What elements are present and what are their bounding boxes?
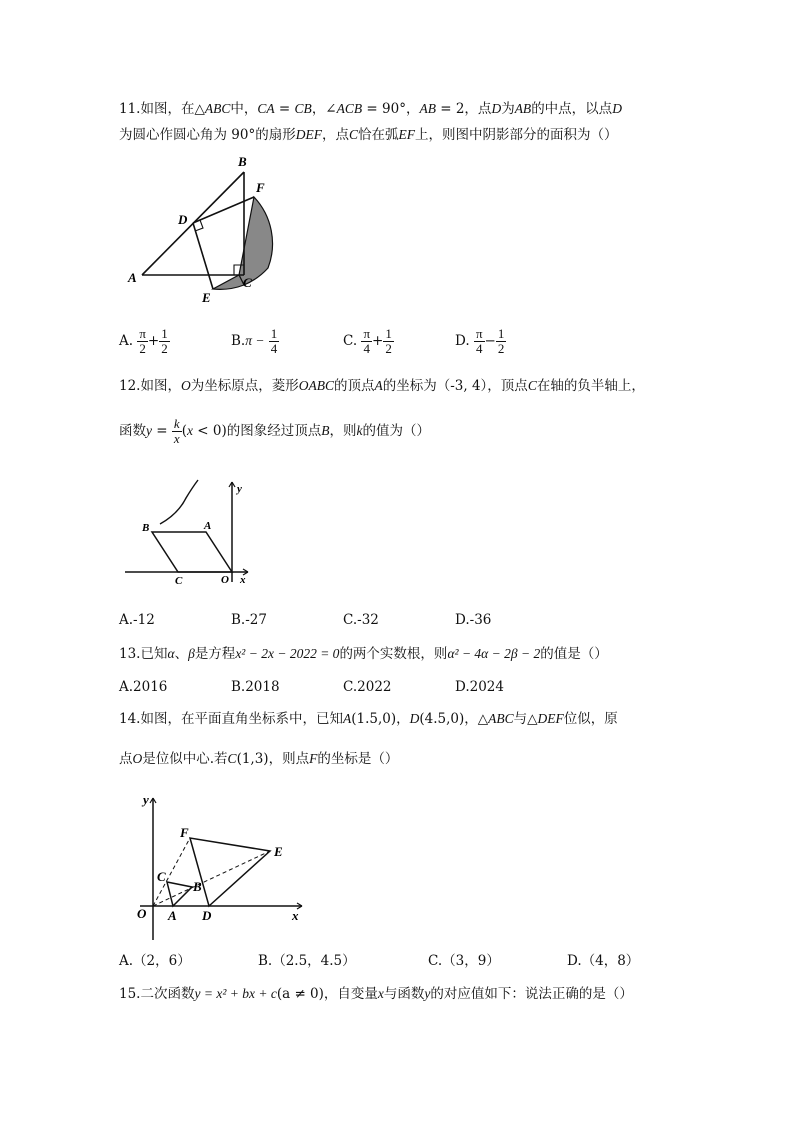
q11-option-c[interactable]: C. $\frac{\pi}{4}$ + $\frac{1}{2}$ bbox=[343, 326, 392, 356]
q12-option-b[interactable]: B.-27 bbox=[231, 612, 267, 628]
q12-option-d[interactable]: D.-36 bbox=[455, 612, 492, 628]
svg-text:x: x bbox=[292, 908, 299, 923]
q14-line1: 14.如图，在平面直角坐标系中，已知A(1.5,0)，D(4.5,0)，△ABC与△DEF位似，原 bbox=[119, 711, 618, 727]
q14-option-b[interactable]: B.（2.5，4.5） bbox=[258, 953, 356, 969]
q12-line2: 函数y = $\frac{k}{x}$ (x < 0)的图象经过顶点B，则k的值为（） bbox=[119, 416, 430, 446]
q15-line: 15.二次函数y = x² + bx + c(a ≠ 0)，自变量x与函数y的对应值如下：说法正确的是（） bbox=[119, 986, 633, 1002]
q11-option-d[interactable]: D. $\frac{\pi}{4}$ − $\frac{1}{2}$ bbox=[455, 326, 505, 356]
q11-line2: 为圆心作圆心角为 90°的扇形DEF，点C恰在弧EF上，则图中阴影部分的面积为（） bbox=[119, 127, 618, 143]
svg-text:F: F bbox=[180, 825, 189, 840]
svg-text:A: A bbox=[204, 520, 212, 532]
svg-text:C: C bbox=[243, 275, 252, 290]
svg-text:D: D bbox=[178, 212, 188, 227]
svg-text:D: D bbox=[202, 908, 212, 923]
q13-option-a[interactable]: A.2016 bbox=[119, 679, 168, 695]
q13-option-b[interactable]: B.2018 bbox=[231, 679, 280, 695]
q14-line2: 点O是位似中心.若C(1,3)，则点F的坐标是（） bbox=[119, 751, 399, 767]
q13-line: 13.已知α、β是方程x² − 2x − 2022 = 0的两个实数根，则α² − 4α − 2β − 2的值是（） bbox=[119, 646, 608, 662]
q12-figure bbox=[120, 470, 260, 594]
svg-text:E: E bbox=[274, 844, 283, 859]
svg-text:F: F bbox=[256, 180, 265, 195]
svg-text:A: A bbox=[168, 908, 177, 923]
svg-text:y: y bbox=[237, 483, 242, 495]
q11-option-b[interactable]: B.π − $\frac{1}{4}$ bbox=[231, 326, 278, 356]
svg-text:O: O bbox=[137, 906, 147, 921]
svg-text:C: C bbox=[157, 869, 166, 884]
q13-option-c[interactable]: C.2022 bbox=[343, 679, 392, 695]
q12-option-c[interactable]: C.-32 bbox=[343, 612, 379, 628]
svg-text:B: B bbox=[193, 879, 202, 894]
q12-line1: 12.如图，O为坐标原点，菱形OABC的顶点A的坐标为（-3, 4），顶点C在轴的负半轴上， bbox=[119, 378, 645, 394]
q14-option-a[interactable]: A.（2，6） bbox=[119, 953, 191, 969]
q11-line1: 11.如图，在△ABC中，CA = CB，∠ACB = 90°，AB = 2，点D为AB的中点，以点D bbox=[119, 101, 622, 117]
svg-text:B: B bbox=[238, 154, 247, 169]
shaded-region-lower bbox=[213, 275, 244, 289]
svg-text:B: B bbox=[142, 522, 150, 534]
svg-text:E: E bbox=[202, 290, 211, 305]
svg-text:y: y bbox=[143, 792, 149, 807]
q11-option-a[interactable]: A. $\frac{\pi}{2}$ + $\frac{1}{2}$ bbox=[119, 326, 168, 356]
q14-option-c[interactable]: C.（3，9） bbox=[428, 953, 500, 969]
svg-text:C: C bbox=[175, 575, 183, 587]
svg-text:x: x bbox=[240, 574, 246, 586]
q13-option-d[interactable]: D.2024 bbox=[455, 679, 504, 695]
q14-figure bbox=[120, 790, 320, 949]
q12-option-a[interactable]: A.-12 bbox=[119, 612, 155, 628]
q11-figure bbox=[120, 150, 290, 314]
q14-option-d[interactable]: D.（4，8） bbox=[567, 953, 640, 969]
svg-text:O: O bbox=[221, 574, 229, 586]
svg-text:A: A bbox=[128, 270, 137, 285]
